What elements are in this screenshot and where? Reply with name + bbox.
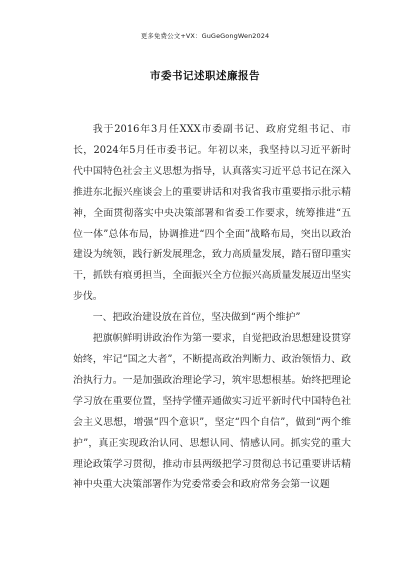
section-heading: 一、把政治建设放在首位，坚决做到“两个维护”	[92, 312, 301, 324]
paragraph-political: 把旗帜鲜明讲政治作为第一要求，自觉把政治思想建设贯穿始终，牢记“国之大者”，不断提高政治判断力、政治领悟力、政治执行力。一是加强政治理论学习，筑牢思想根基。始终把理论学习放在重要位置，坚持学懂弄通做实习近平新时代中国特色社会主义思想，增强“四个意识”，坚定“四个自信”，做到“两个维护”，真正实现政治认同、思想认同、情感认同。抓实党的重大理论政策学习贯彻，推动市县两级把学习贯彻总书记重要讲话精神中央重大决策部署作为党委常委会和政府常务会第一议题	[73, 333, 351, 491]
document-body	[73, 120, 351, 496]
paragraph-intro: 我于2016年3月任XXX市委副书记、政府党组书记、市长，2024年5月任市委书记。年初以来，我坚持以习近平新时代中国特色社会主义思想为指导，认真落实习近平总书记在深入推进东北振兴座谈会上的重要讲话和对我省我市重要指示批示精神，全面贯彻落实中央决策部署和省委工作要求，统筹推进“五位一体”总体布局，协调推进“四个全面”战略布局，突出以政治建设为统领，践行新发展理念，致力高质量发展，踏石留印重实干，抓铁有痕勇担当，全面振兴全方位振兴高质量发展迈出坚实步伐。	[73, 124, 351, 303]
header-note: 更多免费公文+VX：GuGeGongWen2024	[140, 32, 270, 40]
document-title: 市委书记述职述廉报告	[150, 70, 260, 82]
